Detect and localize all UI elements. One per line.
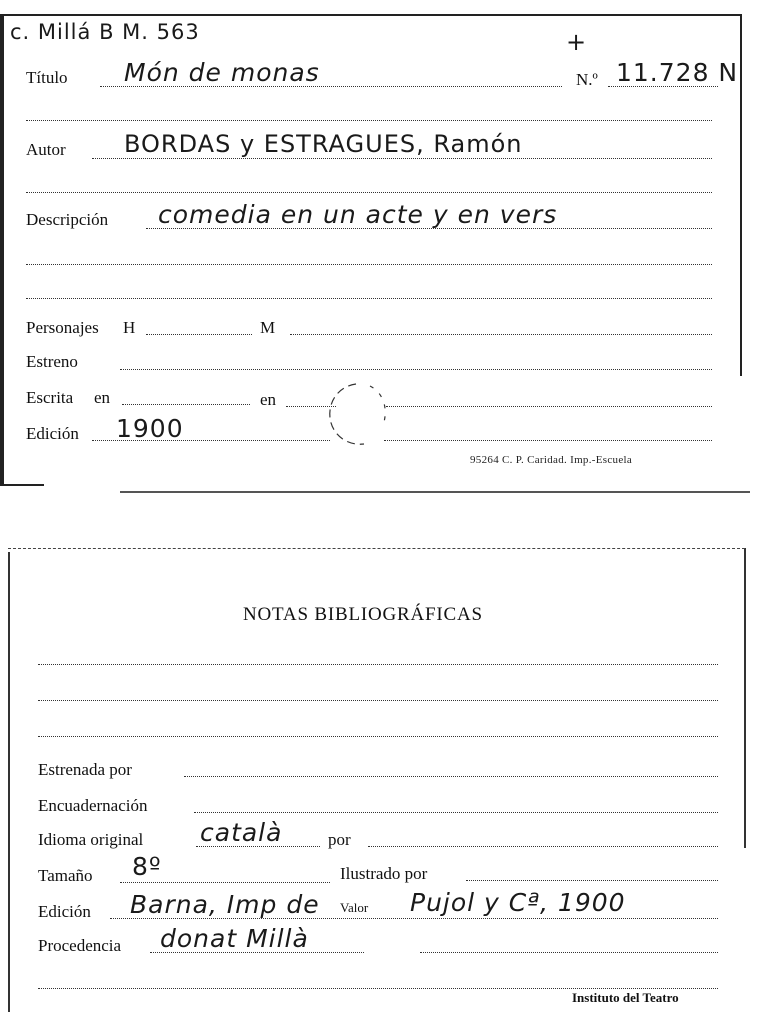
descripcion-extra-line-2 — [26, 298, 712, 299]
idioma-por-line — [368, 846, 718, 847]
numero-value: 11.728 N — [616, 58, 739, 87]
edicion2-value-b: Pujol y Cª, 1900 — [410, 888, 626, 917]
card-top-right-edge — [740, 16, 742, 376]
escrita-en-label: en — [94, 388, 111, 407]
tamano-value: 8º — [132, 852, 162, 881]
corner-note: c. Millá B M. 563 — [10, 20, 200, 44]
encuadernacion-line — [194, 812, 718, 813]
personajes-label: Personajes — [26, 318, 99, 337]
card-bottom-left-edge — [8, 552, 10, 1012]
autor-extra-line — [26, 192, 712, 193]
edicion2-label: Edición — [38, 902, 91, 921]
procedencia-value: donat Millà — [160, 924, 309, 953]
descripcion-label: Descripción — [26, 210, 109, 229]
edicion-value: 1900 — [116, 414, 184, 443]
titulo-extra-line — [26, 120, 712, 121]
personajes-m-line — [290, 334, 712, 335]
estreno-line — [120, 369, 712, 370]
numero-label: N.º — [576, 70, 598, 89]
notas-heading: NOTAS BIBLIOGRÁFICAS — [243, 604, 483, 625]
personajes-h-line — [146, 334, 252, 335]
edicion-label: Edición — [26, 424, 79, 443]
titulo-value: Món de monas — [124, 58, 320, 87]
edicion2-value-a: Barna, Imp de — [130, 890, 320, 919]
procedencia-line-b — [420, 952, 718, 953]
card-bottom-right-edge — [744, 548, 746, 848]
escrita-en-line — [122, 404, 250, 405]
escrita-label: Escrita — [26, 388, 74, 407]
edicion-line-b — [384, 440, 712, 441]
autor-line — [92, 158, 712, 159]
card-top-bottom-edge-left — [0, 484, 44, 486]
estreno-label: Estreno — [26, 352, 78, 371]
escrita-en2-line-b — [386, 406, 712, 407]
card-top-top-edge — [0, 14, 742, 16]
procedencia-label: Procedencia — [38, 936, 122, 955]
idioma-value: català — [200, 818, 283, 847]
ilustrado-line — [466, 880, 718, 881]
encuadernacion-label: Encuadernación — [38, 796, 148, 815]
autor-label: Autor — [26, 140, 66, 159]
ilustrado-label: Ilustrado por — [340, 864, 428, 883]
descripcion-value: comedia en un acte y en vers — [158, 200, 558, 229]
personajes-m-label: M — [260, 318, 276, 337]
institution-name: Instituto del Teatro — [572, 990, 679, 1005]
autor-value: BORDAS y ESTRAGUES, Ramón — [124, 130, 523, 158]
valor-label: Valor — [340, 900, 369, 915]
estrenada-line — [184, 776, 718, 777]
printer-credit: 95264 C. P. Caridad. Imp.-Escuela — [470, 454, 633, 466]
card-bottom-top-edge — [8, 548, 745, 549]
notas-line-3 — [38, 736, 718, 737]
card-top-bottom-edge — [120, 491, 750, 493]
cross-mark: + — [566, 28, 588, 56]
descripcion-extra-line-1 — [26, 264, 712, 265]
notas-line-1 — [38, 664, 718, 665]
titulo-label: Título — [26, 68, 68, 87]
card-top-left-edge — [0, 14, 4, 484]
idioma-label: Idioma original — [38, 830, 144, 849]
estrenada-label: Estrenada por — [38, 760, 132, 779]
bottom-line — [38, 988, 718, 989]
escrita-en2-label: en — [260, 390, 277, 409]
notas-line-2 — [38, 700, 718, 701]
idioma-por-label: por — [328, 830, 351, 849]
tamano-label: Tamaño — [38, 866, 93, 885]
tamano-line — [120, 882, 330, 883]
personajes-h-label: H — [123, 318, 136, 337]
